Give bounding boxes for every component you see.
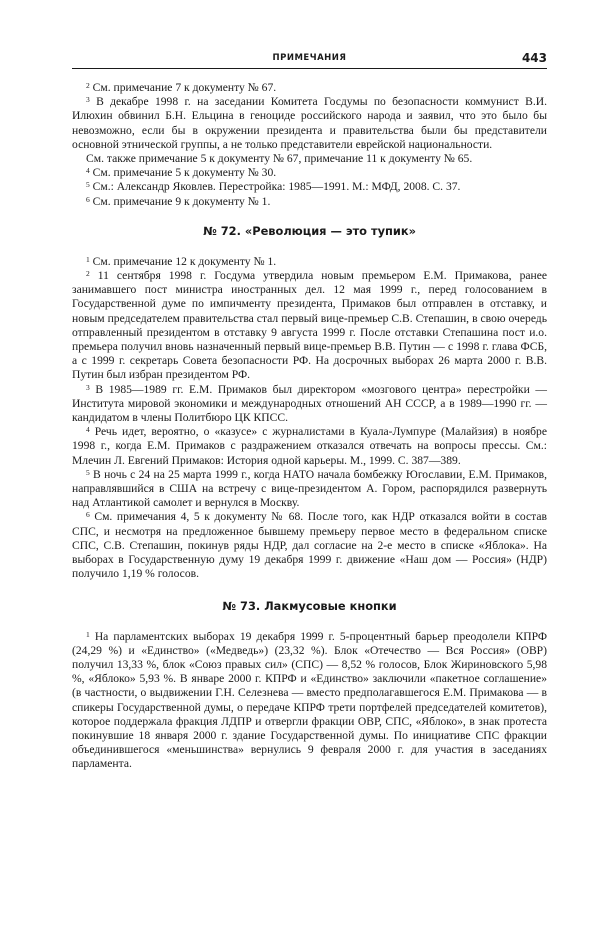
note bbox=[72, 269, 547, 383]
note-text: См. примечание 9 к документу № 1. bbox=[92, 194, 271, 208]
note bbox=[72, 95, 547, 152]
note-text: См. примечание 7 к документу № 67. bbox=[92, 81, 277, 94]
note-text: См. примечание 12 к документу № 1. bbox=[92, 254, 277, 268]
note-number: 5 bbox=[86, 467, 90, 477]
running-title: ПРИМЕЧАНИЯ bbox=[272, 53, 347, 63]
note bbox=[72, 630, 547, 772]
document-page bbox=[72, 52, 547, 772]
note bbox=[72, 195, 547, 209]
note-number: 1 bbox=[86, 629, 90, 639]
note-number: 3 bbox=[86, 95, 90, 105]
note-text: Речь идет, вероятно, о «казусе» с журналистами в Куала-Лумпуре (Малайзия) в ноябре 1998 г., когда Е.М. Примаков с раздражением отказался отвечать на вопросы прессы. См.: Млечин Л. Евгений Примаков: История одной карьеры. М., 1999. С. 387—389. bbox=[72, 425, 547, 467]
note-text: В декабре 1998 г. на заседании Комитета Госдумы по безопасности коммунист В.И. Илюхин обвинил Б.Н. Ельцина в геноциде российского народа и заявил, что это было бы невозможно, если бы в окружении президента и правительства были бы представители основной этнической группы, а не только представители еврейской национальности. bbox=[72, 95, 547, 151]
note bbox=[72, 425, 547, 468]
notes-previous-document bbox=[72, 81, 547, 209]
notes-doc-72 bbox=[72, 255, 547, 582]
page-number: 443 bbox=[521, 51, 547, 65]
note-text: См. также примечание 5 к документу № 67, примечание 11 к документу № 65. bbox=[86, 152, 473, 166]
note-text: См.: Александр Яковлев. Перестройка: 1985—1991. М.: МФД, 2008. С. 37. bbox=[92, 180, 461, 194]
note-number: 4 bbox=[86, 425, 90, 435]
note-number: 6 bbox=[86, 194, 90, 204]
note bbox=[72, 510, 547, 581]
note bbox=[72, 81, 547, 95]
note-text: На парламентских выборах 19 декабря 1999 г. 5-процентный барьер преодолели КПРФ (24,29 %) и «Единство» («Медведь») (23,32 %). Блок «Отечество — Вся Россия» (ОВР) получил 13,33 %, блок «Союз правых сил» (СПС) — 8,52 % голосов, Блок Жириновского 5,98 %, «Яблоко» 5,93 %. В январе 2000 г. КПРФ и «Единство» заключили «пакетное соглашение» (в частности, о выдвижении Г.Н. Селезнева — вместо предполагавшегося Е.М. Примакова — в спикеры Государственной думы, о передаче КПРФ трети портфелей председателей комитетов), которое поддержала фракция ЛДПР и отвергли фракции ОВР, СПС, «Яблоко», в знак протеста покинувшие 18 января 2000 г. здание Государственной думы. По инициативе СПС фракции объединившегося «меньшинства» вернулись 9 февраля 2000 г. для участия в заседаниях парламента. bbox=[72, 629, 547, 771]
note-text: См. примечание 5 к документу № 30. bbox=[92, 166, 277, 180]
note bbox=[72, 166, 547, 180]
note-number: 6 bbox=[86, 510, 90, 520]
note-text: В ночь с 24 на 25 марта 1999 г., когда НАТО начала бомбежку Югославии, Е.М. Примаков, направлявшийся в США на встречу с вице-президентом А. Гором, распорядился развернуть над Атлантикой самолет и вернулся в Москву. bbox=[72, 467, 547, 510]
note-number: 2 bbox=[86, 269, 90, 279]
note bbox=[72, 468, 547, 511]
notes-doc-73 bbox=[72, 630, 547, 772]
note-text: В 1985—1989 гг. Е.М. Примаков был директором «мозгового центра» перестройки — Института мировой экономики и международных отношений АН СССР, а в 1989—1990 гг. — кандидатом в члены Политбюро ЦК КПСС. bbox=[72, 382, 547, 425]
section-title-doc-72: № 72. «Революция — это тупик» bbox=[203, 223, 416, 238]
note-number: 1 bbox=[86, 254, 90, 264]
note-text: См. примечания 4, 5 к документу № 68. После того, как НДР отказался войти в состав СПС, и несмотря на предложенное бывшему премьеру первое место в федеральном списке СПС, С.В. Степашин, покинув ряды НДР, дал согласие на 2-е место в списке «Яблока». На выборах в Государственную думу 19 декабря 1999 г. движение «Наш дом — Россия» (НДР) получило 1,19 % голосов. bbox=[72, 510, 547, 581]
note-text: 11 сентября 1998 г. Госдума утвердила новым премьером Е.М. Примакова, ранее занимавшего пост министра иностранных дел. 12 мая 1999 г., перед голосованием в Государственной думе по импичменту президента, Примаков был отправлен в отставку, и новым председателем правительства стал первый вице-премьер С.В. Степашин, в свою очередь отправленный президентом в отставку 9 августа 1999 г. После отставки Степашина пост и.о. премьера получил вновь назначенный первый вице-премьер В.В. Путин — с 1998 г. глава ФСБ, а с 1999 г. секретарь Совета безопасности РФ. На досрочных выборах 26 марта 2000 г. В.В. Путин был избран президентом РФ. bbox=[72, 269, 548, 382]
note-number: 2 bbox=[86, 81, 90, 90]
section-title-doc-73: № 73. Лакмусовые кнопки bbox=[222, 598, 397, 613]
note bbox=[72, 383, 547, 426]
note-continuation bbox=[72, 152, 547, 166]
note-number: 3 bbox=[86, 382, 90, 392]
running-header bbox=[72, 52, 547, 69]
note-number: 4 bbox=[86, 166, 90, 176]
note-number: 5 bbox=[86, 180, 90, 190]
note bbox=[72, 255, 547, 269]
note bbox=[72, 180, 547, 194]
